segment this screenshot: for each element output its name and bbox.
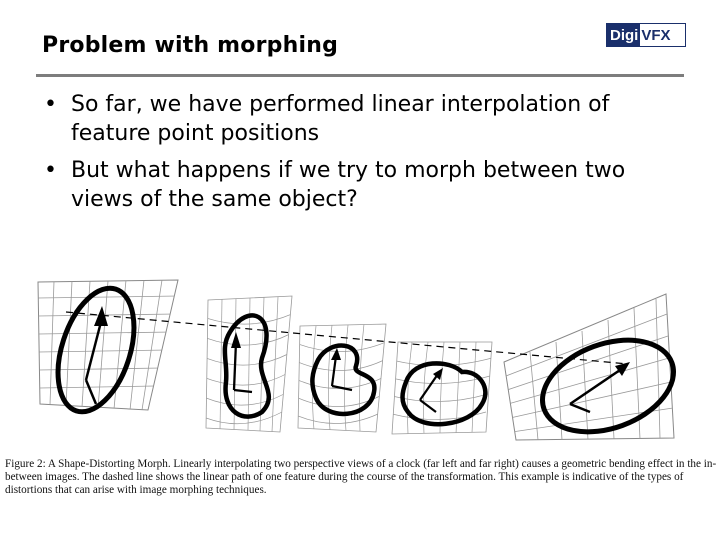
bullet-dot-icon: •: [44, 158, 57, 183]
bullet-text: But what happens if we try to morph between two views of the same object?: [71, 158, 626, 212]
clock-morph-figure: [30, 262, 690, 452]
logo-text-digi: Digi: [607, 24, 640, 46]
title-divider: [36, 74, 684, 77]
bullet-item: [44, 90, 694, 148]
morph-frame-5: [504, 294, 686, 449]
morph-frame-1: [38, 279, 178, 422]
bullet-dot-icon: •: [44, 92, 57, 117]
bullet-text: So far, we have performed linear interpolation of feature point positions: [71, 92, 610, 146]
bullet-item: [44, 156, 694, 214]
slide-title: Problem with morphing: [42, 33, 339, 58]
morph-frame-3: [298, 324, 386, 432]
digivfx-logo: [606, 23, 686, 47]
logo-text-vfx: VFX: [640, 24, 672, 46]
figure-caption: Figure 2: A Shape-Distorting Morph. Linearly interpolating two perspective views of a clock (far left and far right) causes a geometric bending effect in the in-between images. The dashed line shows the linear path of one feature during the course of the transformation. This example is indicative of the types of distortions that can arise with image morphing techniques.: [5, 458, 717, 496]
morph-frame-2: [206, 296, 292, 432]
morph-frame-4: [392, 342, 492, 434]
bullet-list: [44, 90, 694, 222]
